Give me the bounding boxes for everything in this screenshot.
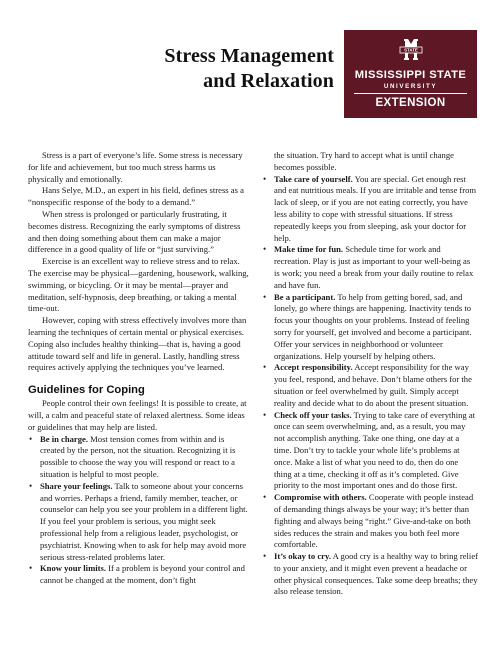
item-lead: Accept responsibility.	[274, 362, 353, 373]
intro-paragraph: Stress is a part of everyone’s life. Some stress is necessary for life and achievement, but too much stress harms us physically and emotionally.	[28, 150, 243, 184]
continued-text: the situation. Try hard to accept what is until change becomes possible.	[274, 150, 454, 172]
item-text: Talk to someone about your concerns and worries. Perhaps a friend, family member, teacher, or counselor can help you see your problem in a different light. If you feel your problem is serious, you might seek professional help from a religious leader, psychologist, or psychiatrist. Knowing when to ask for help may avoid more serious stress-related problems later.	[40, 480, 248, 562]
item-lead: It’s okay to cry.	[274, 551, 331, 562]
title-line-2: and Relaxation	[203, 70, 334, 92]
section-intro: People control their own feelings! It is possible to create, at will, a calm and peaceful state of relaxed alertness. Some ideas or guidelines that may help are listed.	[28, 398, 247, 432]
intro-paragraph: Hans Selye, M.D., an expert in his field, defines stress as a “nonspecific response of the body to a demand.”	[28, 185, 244, 208]
item-text: You are special. Get enough rest and eat nutritious meals. If you are irritable and tense from lack of sleep, or if you are not eating correctly, you have less ability to cope with stressful situations. If stress repeatedly keeps you from sleeping, ask your doctor for help.	[274, 173, 477, 243]
right-column	[262, 150, 478, 598]
section-heading: Guidelines for Coping	[28, 384, 145, 397]
logo-unit: EXTENSION	[375, 97, 446, 109]
item-lead: Make time for fun.	[274, 244, 344, 255]
intro-paragraph: Exercise is an excellent way to relieve stress and to relax. The exercise may be physical—gardening, housework, walking, swimming, or bicycling. Or it may be mental—prayer and meditation, self-hypnosis, deep breathing, or taking a mental time-out.	[28, 256, 249, 314]
list-item	[262, 410, 478, 493]
item-lead: Know your limits.	[40, 563, 106, 574]
list-item	[262, 362, 478, 409]
item-lead: Share your feelings.	[40, 480, 113, 491]
item-text: If a problem is beyond your control and cannot be changed at the moment, don’t fight	[40, 563, 245, 586]
list-item	[28, 563, 250, 587]
item-lead: Take care of yourself.	[274, 173, 353, 184]
item-text: Most tension comes from within and is created by the person, not the situation. Recognizing it is possible to choose the way you will respond or react to a situation is helpful to most people.	[40, 433, 236, 479]
item-lead: Be a participant.	[274, 291, 336, 302]
title-line-1: Stress Management	[164, 45, 334, 67]
logo-divider	[354, 93, 467, 94]
page-title	[92, 44, 334, 94]
list-item	[262, 551, 478, 598]
guidelines-list	[28, 434, 250, 587]
item-text: Accept responsibility for the way you feel, respond, and behave. Don’t blame others for the situation or feel overwhelmed by guilt. Simply accept reality and decide what to do about the present situation.	[274, 362, 472, 408]
list-item	[262, 244, 478, 291]
list-item	[28, 434, 250, 481]
item-text: To help from getting bored, sad, and lonely, go where things are happening. Inactivity tends to focus your thoughts on your problems. Instead of feeling sorry for yourself, get involved and become a participant. Offer your services in neighborhood or volunteer organizations. Help yourself by helping others.	[274, 291, 472, 361]
item-text: Schedule time for work and recreation. Play is just as important to your well-being as is work; you need a break from your daily routine to relax and have fun.	[274, 244, 474, 290]
item-text: A good cry is a healthy way to bring relief to your anxiety, and it might even prevent a headache or other physical consequences. Take some deep breaths; they also release tension.	[274, 551, 478, 597]
list-item	[262, 292, 478, 363]
seal-text: STATE	[404, 47, 418, 53]
item-text: Trying to take care of everything at once can seem overwhelming, and, as a result, you may not accomplish anything. Take one thing, one day at a time. Don’t try to tackle your whole life’s problems at once. Make a list of what you need to do, then do one thing at a time, checking it off as it’s completed. Give priority to the most important ones and do those first.	[274, 409, 476, 491]
left-column	[28, 150, 250, 587]
intro-paragraph: When stress is prolonged or particularly frustrating, it becomes distress. Recognizing the early symptoms of distress and then doing something about them can make a major difference in a good quality of life or “just surviving.”	[28, 208, 241, 255]
item-lead: Be in charge.	[40, 433, 88, 444]
item-text: Cooperate with people instead of demanding things always be your way; it’s better than fighting and always being “right.” Give-and-take on both sides reduces the strain and makes you both feel more comfortable.	[274, 492, 474, 550]
list-item	[262, 174, 478, 245]
logo-university: UNIVERSITY	[383, 83, 438, 90]
logo-name: MISSISSIPPI STATE	[354, 69, 467, 81]
list-item	[28, 481, 250, 564]
guidelines-list-continued	[262, 174, 478, 599]
list-item	[262, 492, 478, 551]
item-lead: Compromise with others.	[274, 492, 367, 503]
msu-extension-logo	[344, 30, 477, 118]
intro-paragraph: However, coping with stress effectively involves more than learning the techniques of certain mental or physical exercises. Coping also includes healthy thinking—that is, having a good attitude toward self and life in general. Lastly, handling stress requires actively applying the techniques you’ve learned.	[28, 315, 247, 373]
item-lead: Check off your tasks.	[274, 409, 352, 420]
msu-seal-icon	[399, 36, 423, 63]
